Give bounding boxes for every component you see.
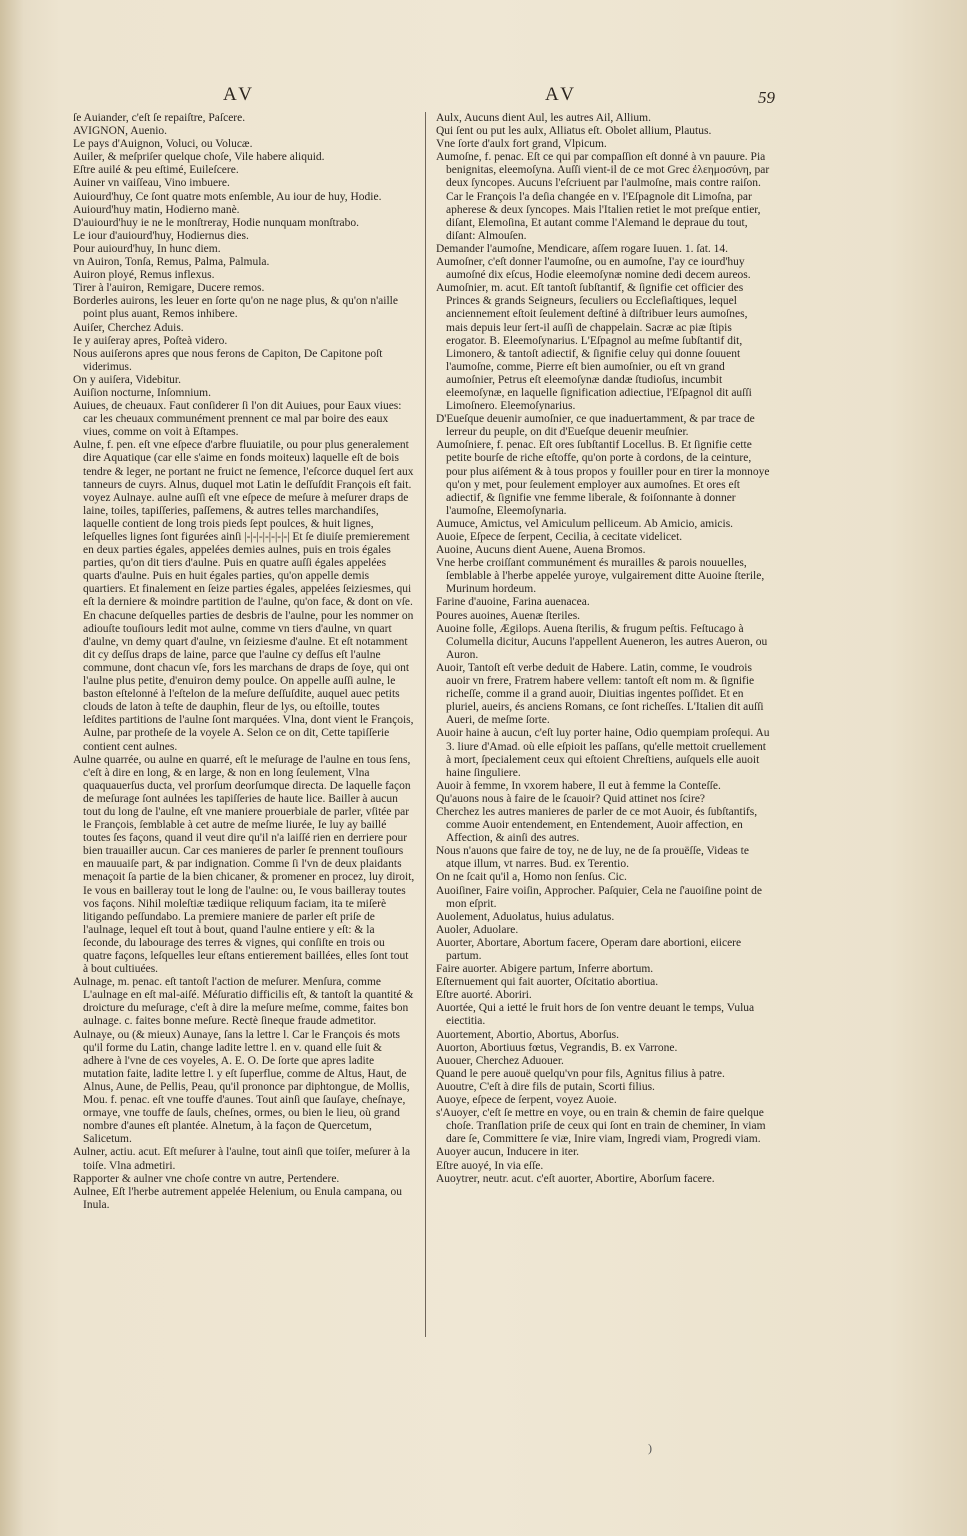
dictionary-entry: Auoye, eſpece de ſerpent, voyez Auoie. xyxy=(436,1094,617,1107)
dictionary-entry: Aulnaye, ou (& mieux) Aunaye, ſans la lettre l. Car le François és mots qu'il forme du Latin, change ladite lettre l. en v. quand elle ſuit & adhere à l'vne de ces voyeles, A. E. O. De ſorte que apres ladite mutation faite, ladite lettre l. y eſt ſuperflue, comme de Altus, Haut, de Alnus, Aune, de Pellis, Peau, qu'il prononce par diphtongue, de Mollis, Mou. f. penac. eſt vne touffe d'aunes. Tout ainſi que ſauſaye, cheſnaye, ormaye, vne touffe de ſauls, cheſnes, ormes, ou bien le lieu, où grand nombre d'aunes eſt plantée. Alnetum, à la façon de Quercetum, Salicetum. xyxy=(73,1028,410,1146)
dictionary-entry: D'auiourd'huy ie ne le monſtreray, Hodie nunquam monſtrabo. xyxy=(73,216,360,229)
dictionary-entry: Auorter, Abortare, Abortum facere, Operam dare abortioni, eiicere partum. xyxy=(436,936,742,962)
dictionary-entry: Auiler, & meſpriſer quelque choſe, Vile habere aliquid. xyxy=(73,151,325,164)
dictionary-entry: Auoytrer, neutr. acut. c'eſt auorter, Abortire, Aborſum facere. xyxy=(436,1172,715,1185)
dictionary-entry: Auoine folle, Ægilops. Auena ſterilis, & frugum peſtis. Feſtucago à Columella dicitur, Aucuns l'appellent Aueneron, les autres Aueron, ou Auron. xyxy=(436,622,768,661)
page-number: 59 xyxy=(758,88,775,107)
dictionary-entry: Borderles auirons, les leuer en ſorte qu'on ne nage plus, & qu'on n'aille point plus auant, Remos inhibere. xyxy=(73,295,398,321)
dictionary-entry: ſe Auiander, c'eſt ſe repaiſtre, Paſcere. xyxy=(73,112,246,124)
dictionary-entry: Eſtre auorté. Aboriri. xyxy=(436,989,532,1002)
running-head-right: AV xyxy=(545,84,578,105)
dictionary-entry: Auoutre, C'eſt à dire fils de putain, Scorti filius. xyxy=(436,1080,655,1093)
dictionary-entry: Auoler, Aduolare. xyxy=(436,923,519,936)
dictionary-entry: D'Eueſque deuenir aumoſnier, ce que inaduertamment, & par trace de lerreur du peuple, on dit d'Eueſque deuenir meuſnier. xyxy=(436,413,755,439)
dictionary-entry: Poures auoines, Auenæ ſteriles. xyxy=(436,609,581,622)
dictionary-entry: Auoie, Eſpece de ſerpent, Cecilia, à cecitate videlicet. xyxy=(436,531,683,543)
dictionary-entry: Pour auiourd'huy, In hunc diem. xyxy=(73,242,221,255)
dictionary-entry: Aulnage, m. penac. eſt tantoſt l'action de meſurer. Menſura, comme L'aulnage en eſt mal-aiſé. Méſuratio difficilis eſt, & tantoſt la quantité & droicture du meſurage, c'eſt à dire la meſure meſme, comme, faites bon aulnage. c. faites bonne meſure. Rectè ſineque fraude admetitor. xyxy=(73,976,414,1028)
dictionary-entry: Qui ſent ou put les aulx, Alliatus eſt. Obolet allium, Plautus. xyxy=(436,125,712,138)
dictionary-entry: Auoiſiner, Faire voiſin, Approcher. Paſquier, Cela ne ſ'auoiſine point de mon eſprit. xyxy=(436,884,762,910)
left-column xyxy=(73,112,415,1334)
dictionary-entry: Auoine, Aucuns dient Auene, Auena Bromos. xyxy=(436,544,646,557)
dictionary-entry: Demander l'aumoſne, Mendicare, aſſem rogare Iuuen. 1. ſat. 14. xyxy=(436,242,729,255)
dictionary-entry: Ie y auiſeray apres, Poſteà videro. xyxy=(73,334,228,347)
dictionary-entry: Aumuce, Amictus, vel Amiculum pelliceum. Ab Amicio, amicis. xyxy=(436,517,734,530)
dictionary-entry: Rapporter & aulner vne choſe contre vn autre, Pertendere. xyxy=(73,1172,340,1185)
dictionary-entry: Le pays d'Auignon, Voluci, ou Volucæ. xyxy=(73,138,253,151)
dictionary-entry: Nous auiſerons apres que nous ferons de Capiton, De Capitone poſt viderimus. xyxy=(73,347,383,373)
dictionary-entry: Aulne, f. pen. eſt vne eſpece d'arbre fluuiatile, ou pour plus generalement dire Aquatique (car elle s'aime en fonds moiteux) laquelle eſt de bois tendre & leger, ne portant ne fruict ne ſemence, l'eſcorce duquel ſert aux tanneurs de cuyrs. Alnus, duquel mot Latin le deſſuſdit François eſt fait. voyez Aulnaye. aulne auſſi eſt vne eſpece de meſure à meſurer draps de laine, toiles, tapiſſeries, paſſemens, & autres telles marchandiſes, laquelle contient de long trois pieds ſept poulces, & huit lignes, leſquelles lignes ſont figurées ainſi |-|-|-|-|-|-|-| Et ſe diuiſe premierement en deux parties égales, appelées demies aulnes, puis en trois égales parties, qu'on dit tiers d'aulne. Puis en quatre auſſi égales appelées quarts d'aulne. Puis en huit égales parties, qu'on appelle demis quartiers. Et finalement en ſeize parties égales, appelées ſeiziesmes, qui eſt la derniere & moindre partition de l'aulne, qu'on face, & dont on vſe. En chacune deſquelles parties de desbris de l'aulne, pour les nommer on adiouſte touſiours ledit mot aulne, comme vn tiers d'aulne, vn quart d'aulne, vn demy quart d'aulne, vn ſeiziesme d'aulne. Et eſt notamment dit cy deſſus draps de laine, parce que l'aulne cy deſſus eſt l'aulne commune, dont chacun vſe, fors les marchans de draps de ſoye, qui ont l'aulne plus petite, d'enuiron demy poulce. On appelle auſſi aulne, le baston eſtelonné à l'eſtelon de la meſure deſſuſdite, auquel auec petits clouds de laton à teſte de dauphin, fleur de lys, ou eſtoille, toutes leſdites partitions de l'aulne ſont marquées. Vlna, dont vient le François, Aulne, par protheſe de la voyele A. Selon ce on dit, Cette tapiſſerie contient cent aulnes. xyxy=(73,439,414,753)
dictionary-entry: Cherchez les autres manieres de parler de ce mot Auoir, és ſubſtantifs, comme Auoir entendement, en Entendement, Auoir affection, en Affection, & ainſi des autres. xyxy=(436,805,758,845)
dictionary-entry: Farine d'auoine, Farina auenacea. xyxy=(436,596,590,609)
right-column xyxy=(436,112,772,1327)
dictionary-entry: Auoir à femme, In vxorem habere, Il eut à femme la Conteſſe. xyxy=(436,779,721,792)
running-head-left: AV xyxy=(223,84,256,105)
dictionary-entry: Aulx, Aucuns dient Aul, les autres Ail, Allium. xyxy=(436,112,651,124)
dictionary-entry: Auoir haine à aucun, c'eſt luy porter haine, Odio quempiam proſequi. Au 3. liure d'Amad. où elle eſpioit les paſſans, qu'elle mettoit cruellement à mort, ſpecialement ceux qui eſtoient Chreſtiens, auſquels elle auoit haine ſinguliere. xyxy=(436,727,770,779)
dictionary-entry: Auiourd'huy matin, Hodierno manè. xyxy=(73,203,240,216)
dictionary-entry: Auiues, de cheuaux. Faut conſiderer ſi l'on dit Auiues, pour Eaux viues: car les cheuaux communément prennent ce mal par boire des eaux viues, comme on voit à Eſtampes. xyxy=(73,400,402,439)
dictionary-entry: Auolement, Aduolatus, huius adulatus. xyxy=(436,910,615,923)
dictionary-entry: Le iour d'auiourd'huy, Hodiernus dies. xyxy=(73,229,249,242)
dictionary-entry: Aulnee, Eſt l'herbe autrement appelée Helenium, ou Enula campana, ou Inula. xyxy=(73,1185,403,1211)
dictionary-entry: Aumoſner, c'eſt donner l'aumoſne, ou en aumoſne, I'ay ce iourd'huy aumoſné dix eſcus, Hodie eleemoſynæ nomine dedi decem aureos. xyxy=(436,256,751,282)
dictionary-entry: Vne ſorte d'aulx fort grand, Vlpicum. xyxy=(436,138,607,151)
dictionary-entry: Auiner vn vaiſſeau, Vino imbuere. xyxy=(73,177,230,190)
dictionary-entry: Auorton, Abortiuus fœtus, Vegrandis, B. ex Varrone. xyxy=(436,1041,678,1054)
dictionary-entry: Faire auorter. Abigere partum, Inferre abortum. xyxy=(436,963,654,976)
dictionary-entry: Auoir, Tantoſt eſt verbe deduit de Habere. Latin, comme, Ie voudrois auoir vn frere, Fratrem habere vellem: tantoſt eſt nom m. & ſignifie richeſſe, comme il a grand auoir, Diuitias ingentes poſſidet. Et en pluriel, aueirs, és anciens Romans, ce ſont richeſſes. L'Italien dit auſſi Aueri, de meſme ſorte. xyxy=(436,661,764,727)
dictionary-entry: AVIGNON, Auenio. xyxy=(73,125,168,138)
dictionary-entry: Auoyer aucun, Inducere in iter. xyxy=(436,1146,580,1159)
dictionary-entry: s'Auoyer, c'eſt ſe mettre en voye, ou en train & chemin de faire quelque choſe. Tranſlation priſe de ceux qui ſont en train de cheminer, In viam dare ſe, Committere ſe viæ, Inire viam, Ingredi viam, Progredi viam. xyxy=(436,1107,766,1146)
dictionary-entry: Auiourd'huy, Ce ſont quatre mots enſemble, Au iour de huy, Hodie. xyxy=(73,190,382,203)
dictionary-entry: On y auiſera, Videbitur. xyxy=(73,373,182,386)
dictionary-entry: Aumoſne, f. penac. Eſt ce qui par compaſſion eſt donné à vn pauure. Pia benignitas, eleemoſyna. Auſſi vient-il de ce mot Grec ἐλεημοσύνη, par deux ſyncopes. Aucuns l'eſcriuent par l'aulmoſne, mais contre raiſon. Car le François l'a deſia changée en v. l'Eſpagnole dit Limoſna, par apherese & deux ſyncopes. Mais l'Italien retiet le mot preſque entier, diſant, Elemoſina, Et autant comme l'Alemand le depraue du tout, diſant: Almouſen. xyxy=(436,151,770,242)
dictionary-entry: Quand le pere auouë quelqu'vn pour fils, Agnitus filius à patre. xyxy=(436,1067,725,1080)
dictionary-entry: Nous n'auons que faire de toy, ne de luy, ne de ſa prouëſſe, Videas te atque illum, vt narres. Bud. ex Terentio. xyxy=(436,845,749,871)
dictionary-entry: Eſternuement qui fait auorter, Oſcitatio abortiua. xyxy=(436,976,659,989)
dictionary-entry: Aulne quarrée, ou aulne en quarré, eſt le meſurage de l'aulne en tous ſens, c'eſt à dire en long, & en large, & non en long ſeulement, Vlna quaquauerſus ducta, vel prorſum deorſumque directa. De laquelle façon de meſurage ſont aulnées les tapiſſeries de haute lice. Bailler à aucun tout du long de l'aulne, eſt vne maniere prouerbiale de parler, vſitée par le François, ſemblable à cet autre de meſme liurée, Ie luy ay baillé toutes ſes façons, quand il veut dire qu'il n'a laiſſé rien en derriere pour bien trauailler aucun. Car ces manieres de parler ſe prennent touſiours en mauuaiſe part, & par indignation. Comme ſi l'vn de deux plaidants menaçoit ſa partie de la bien chicaner, & promener en procez, luy diroit, Ie vous en bailleray tout le long de l'aulne: ou, Ie vous bailleray toutes vos façons. Nihil moleſtiæ tædiique reliquum faciam, ita te miſerè litigando peſſundabo. La premiere maniere de parler eſt priſe de l'aulnage, lequel eſt tout à bout, quand l'aulne entiere y eſt: & la ſeconde, du labourage des terres & vignes, qui conſiſte en trois ou quatre façons, leſquelles leur eſtans entierement baillées, elles ſont tout à bout cultiuées. xyxy=(73,753,415,976)
dictionary-entry: Qu'auons nous à faire de le ſcauoir? Quid attinet nos ſcire? xyxy=(436,792,706,805)
dictionary-entry: Eſtre auoyé, In via eſſe. xyxy=(436,1159,544,1172)
dictionary-entry: Tirer à l'auiron, Remigare, Ducere remos. xyxy=(73,282,265,295)
dictionary-entry: On ne ſcait qu'il a, Homo non ſenſus. Cic. xyxy=(436,871,627,884)
dictionary-entry: Aulner, actiu. acut. Eſt meſurer à l'aulne, tout ainſi que toiſer, meſurer à la toiſe. Vlna admetiri. xyxy=(73,1146,411,1172)
dictionary-entry: Auouer, Cherchez Aduouer. xyxy=(436,1054,564,1067)
dictionary-entry: vn Auiron, Tonſa, Remus, Palma, Palmula. xyxy=(73,256,270,269)
bottom-mark: ) xyxy=(648,1441,652,1455)
dictionary-entry: Aumoſniere, f. penac. Eſt ores ſubſtantif Locellus. B. Et ſignifie cette petite bourſe de riche eſtoffe, qu'on porte à cordons, de la ceinture, pour plus aiſément & à tous propos y fouiller pour en tirer la monnoye qu'on y met, pour ſeulement employer aux aumoſnes. Et ores eſt adiectif, & ſignifie vne femme liberale, & foiſonnante à donner l'aumoſne, Eleemoſynaria. xyxy=(436,439,770,517)
dictionary-entry: Aumoſnier, m. acut. Eſt tantoſt ſubſtantif, & ſignifie cet officier des Princes & grands Seigneurs, ſeculiers ou Eccleſiaſtiques, lequel anciennement eſtoit ſeulement deſtiné à diſtribuer leurs aumoſnes, mais depuis leur ſert-il auſſi de chappelain. Sacræ ac piæ ſtipis erogator. B. Eleemoſynarius. L'Eſpagnol au meſme ſubſtantif dit, Limonero, & tantoſt adiectif, & ſignifie celuy qui donne ſouuent l'aumoſne, comme, Pierre eſt bien aumoſnier, ou eſt vn grand aumoſnier, Petrus eſt eleemoſynæ dandæ ſtudioſus, incumbit eleemoſynæ, en laquelle ſignification adiectiue, l'Eſpagnol dit auſſi Limoſnero. Eleemoſynarius. xyxy=(436,282,752,413)
dictionary-entry: Auiſion nocturne, Inſomnium. xyxy=(73,386,211,399)
column-divider xyxy=(425,112,426,1337)
dictionary-entry: Eſtre auilé & peu eſtimé, Euileſcere. xyxy=(73,164,239,177)
dictionary-entry: Auiſer, Cherchez Aduis. xyxy=(73,321,184,334)
dictionary-entry: Vne herbe croiſſant communément és murailles & parois nouuelles, ſemblable à l'herbe appelée yuroye, vulgairement ditte Auoine ſterile, Murinum hordeum. xyxy=(436,557,765,596)
dictionary-entry: Auiron ployé, Remus inflexus. xyxy=(73,269,215,282)
dictionary-entry: Auortement, Abortio, Abortus, Aborſus. xyxy=(436,1028,620,1041)
dictionary-entry: Auortée, Qui a ietté le fruit hors de ſon ventre deuant le temps, Vulua eiectitia. xyxy=(436,1002,755,1028)
